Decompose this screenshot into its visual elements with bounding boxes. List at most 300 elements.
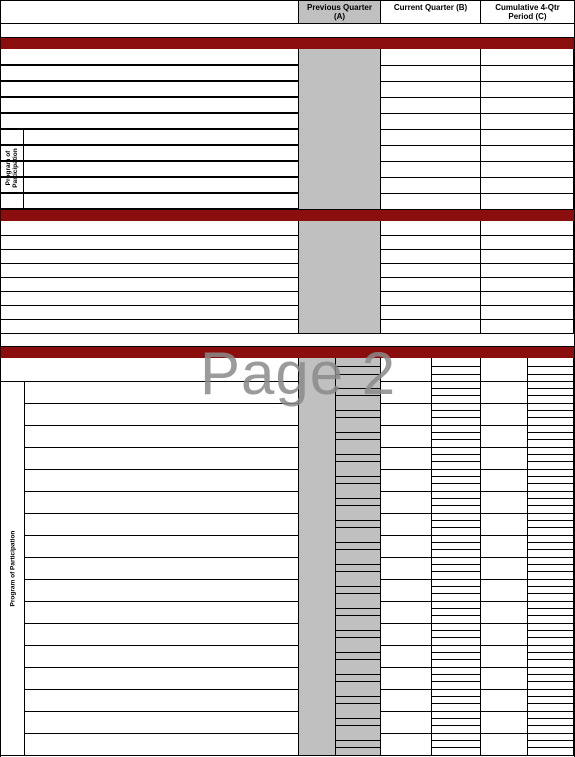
d1-row-col-c-den[interactable] [528,425,574,447]
c2-row-col-b[interactable] [381,305,481,319]
c2-row-col-c[interactable] [481,235,574,249]
d1-row-col-a-num[interactable] [298,623,336,645]
c1-row-label [1,113,298,129]
c2-row-col-a[interactable] [298,319,381,333]
d1-row-col-a-num[interactable] [298,645,336,667]
grid-line [432,432,481,433]
c2-row-label [1,319,298,333]
grid-line [432,615,481,616]
grid-line [432,696,481,697]
d1-row-col-b-den[interactable] [432,733,481,755]
d1-row-col-b-den[interactable] [432,667,481,689]
c2-row-col-c[interactable] [481,291,574,305]
d1-row-col-a-den[interactable] [336,513,381,535]
c1-row-col-b[interactable] [381,81,481,97]
d1-row-col-a-den[interactable] [336,535,381,557]
c1-row-col-c[interactable] [481,193,574,209]
grid-line [432,505,481,506]
c1-row-label [1,161,298,177]
grid-line [528,674,574,675]
grid-line [336,571,381,572]
d1-row-col-a-num[interactable] [298,557,336,579]
d1-row-col-c-den[interactable] [528,447,574,469]
d1-row-col-b-den[interactable] [432,469,481,491]
d1-row-col-a-den[interactable] [336,711,381,733]
c2-row-col-c[interactable] [481,249,574,263]
c1-row-col-b[interactable] [381,177,481,193]
d1-row-col-c-den[interactable] [528,623,574,645]
grid-line [336,586,381,587]
d1-row-label [25,447,298,469]
grid-line [432,740,481,741]
d1-row-col-c-num[interactable] [481,645,528,667]
grid-line [528,520,574,521]
grid-line [432,527,481,528]
d1-row-label [25,645,298,667]
d1-row-col-a-num[interactable] [298,513,336,535]
grid-line [528,564,574,565]
d1-row-col-b-num[interactable] [381,491,432,513]
grid-line [528,542,574,543]
grid-line [528,586,574,587]
grid-line [336,432,381,433]
c1-row-col-c[interactable] [481,161,574,177]
header-label: Current Quarter (B) [393,3,468,12]
d1-row-col-c-num[interactable] [481,623,528,645]
header-current-quarter [381,1,481,23]
grid-line [336,542,381,543]
c1-row-col-c[interactable] [481,177,574,193]
c1-row-label [1,193,298,209]
d1-row-col-a-num[interactable] [298,667,336,689]
c1-row-label [1,145,298,161]
grid-line [432,681,481,682]
header-label: Previous Quarter (A) [307,3,372,21]
c2-row-col-b[interactable] [381,235,481,249]
grid-line [336,703,381,704]
c1-row-col-a[interactable] [298,129,381,145]
header-cumulative [481,1,574,23]
c2-row-col-b[interactable] [381,263,481,277]
c1-row-col-b[interactable] [381,129,481,145]
c2-row-label [1,305,298,319]
c1-row-col-b[interactable] [381,161,481,177]
c2-row-label [1,221,298,235]
header-label: Cumulative 4-Qtr Period (C) [495,3,560,21]
d1-row-col-c-den[interactable] [528,513,574,535]
d1-row-col-c-den[interactable] [528,491,574,513]
d1-row-col-a-den[interactable] [336,601,381,623]
c2-row-col-a[interactable] [298,249,381,263]
c1-row-col-b[interactable] [381,97,481,113]
d1-row-col-a-den[interactable] [336,579,381,601]
grid-line [336,674,381,675]
d1-row-col-a-den[interactable] [336,557,381,579]
d1-row-label [25,711,298,733]
grid-line [432,571,481,572]
grid-line [432,549,481,550]
c1-row-col-a[interactable] [298,145,381,161]
grid-line [432,718,481,719]
grid-line [432,439,481,440]
grid-line [528,652,574,653]
c2-row-col-c[interactable] [481,221,574,235]
c2-row-col-a[interactable] [298,221,381,235]
grid-line [336,630,381,631]
c2-row-label [1,249,298,263]
c2-row-col-c[interactable] [481,263,574,277]
c1-row-col-b[interactable] [381,49,481,65]
d1-row-col-b-den[interactable] [432,579,481,601]
d1-row-col-c-num[interactable] [481,689,528,711]
c2-row-col-b[interactable] [381,277,481,291]
grid-line [432,659,481,660]
d1-row-label [25,579,298,601]
grid-line [336,520,381,521]
c1-row-col-c[interactable] [481,81,574,97]
c2-row-label [1,235,298,249]
c2-row-col-a[interactable] [298,235,381,249]
grid-line [432,564,481,565]
d1-row-col-a-den[interactable] [336,469,381,491]
grid-line [432,542,481,543]
c2-row-col-a[interactable] [298,291,381,305]
d1-row-col-a-den[interactable] [336,425,381,447]
c1-row-col-a[interactable] [298,81,381,97]
d1-row-col-a-den[interactable] [336,447,381,469]
d1-row-col-c-den[interactable] [528,557,574,579]
grid-line [528,549,574,550]
c1-row-col-a[interactable] [298,193,381,209]
c1-row-col-c[interactable] [481,97,574,113]
grid-line [528,725,574,726]
d1-row-col-a-num[interactable] [298,491,336,513]
d1-row-label [25,601,298,623]
d1-row-col-a-num[interactable] [298,601,336,623]
grid-line [432,608,481,609]
d1-row-col-c-den[interactable] [528,733,574,755]
grid-line [336,454,381,455]
d1-row-col-b-num[interactable] [381,689,432,711]
grid-line [432,652,481,653]
grid-line [528,498,574,499]
grid-line [528,527,574,528]
c1-row-col-c[interactable] [481,113,574,129]
c2-row-label [1,263,298,277]
grid-line [432,454,481,455]
d1-row-col-a-den[interactable] [336,623,381,645]
d1-row-col-b-den[interactable] [432,557,481,579]
d1-row-col-b-num[interactable] [381,535,432,557]
grid-line [336,505,381,506]
d1-row-col-c-den[interactable] [528,667,574,689]
grid-line [528,454,574,455]
d1-row-col-b-den[interactable] [432,535,481,557]
c1-section-bar [1,38,574,49]
d1-row-col-b-num[interactable] [381,601,432,623]
d1-row-col-b-num[interactable] [381,667,432,689]
d1-row-col-c-den[interactable] [528,579,574,601]
d1-row-label [25,535,298,557]
c2-row-col-b[interactable] [381,291,481,305]
d1-row-col-b-den[interactable] [432,645,481,667]
grid-line [432,476,481,477]
c1-row-label [1,65,298,81]
d1-row-col-b-den[interactable] [432,513,481,535]
grid-line [528,461,574,462]
c1-row-label [1,81,298,97]
d1-row-col-c-num[interactable] [481,425,528,447]
grid-line [432,725,481,726]
grid-line [336,681,381,682]
d1-row-col-b-den[interactable] [432,623,481,645]
d1-row-col-b-den[interactable] [432,689,481,711]
d1-row-col-b-num[interactable] [381,579,432,601]
d1-row-col-b-num[interactable] [381,469,432,491]
grid-line [528,630,574,631]
d1-row-col-a-num[interactable] [298,733,336,755]
c1-row-col-a[interactable] [298,177,381,193]
grid-line [432,366,481,367]
d1-row-label [25,425,298,447]
grid-line [432,637,481,638]
d1-row-label [25,513,298,535]
grid-line [528,703,574,704]
grid-line [528,659,574,660]
d1-row-col-a-num[interactable] [298,425,336,447]
grid-line [336,498,381,499]
grid-line [528,388,574,389]
grid-line [336,410,381,411]
grid-line [528,608,574,609]
d1-row-label [25,491,298,513]
d1-row-col-b-num[interactable] [381,557,432,579]
grid-line [432,374,481,375]
grid-line [528,740,574,741]
c2-row-col-a[interactable] [298,305,381,319]
d1-row-col-b-den[interactable] [432,711,481,733]
grid-line [336,696,381,697]
d1-row-col-a-den[interactable] [336,733,381,755]
grid-line [336,593,381,594]
c2-row-col-c[interactable] [481,319,574,333]
grid-line [432,630,481,631]
d1-row-col-c-den[interactable] [528,711,574,733]
c1-row-col-a[interactable] [298,65,381,81]
c1-row-label [1,97,298,113]
d1-row-col-c-num[interactable] [481,491,528,513]
grid-line [432,747,481,748]
d1-row-col-c-den[interactable] [528,645,574,667]
grid-line [528,593,574,594]
grid-line [336,637,381,638]
d1-measure-col-c-num[interactable] [481,358,528,381]
grid-line [528,439,574,440]
grid-line [336,527,381,528]
grid-line [336,476,381,477]
d1-row-col-b-den[interactable] [432,381,481,403]
d1-row-col-c-num[interactable] [481,733,528,755]
grid-line [528,615,574,616]
grid-line [528,366,574,367]
c2-row-col-c[interactable] [481,305,574,319]
d1-row-col-c-num[interactable] [481,469,528,491]
d1-row-col-a-num[interactable] [298,579,336,601]
d1-row-col-c-den[interactable] [528,689,574,711]
d1-row-col-c-num[interactable] [481,403,528,425]
d1-row-col-b-num[interactable] [381,711,432,733]
c1-row-col-b[interactable] [381,65,481,81]
c2-row-label [1,277,298,291]
c1-row-col-a[interactable] [298,97,381,113]
grid-line [336,652,381,653]
d1-row-col-a-den[interactable] [336,491,381,513]
d1-row-col-a-den[interactable] [336,689,381,711]
d1-row-label [25,667,298,689]
d1-row-col-a-den[interactable] [336,667,381,689]
grid-line [336,740,381,741]
d1-row-col-b-den[interactable] [432,425,481,447]
grid-line [336,608,381,609]
grid-line [528,571,574,572]
c1-row-col-b[interactable] [381,145,481,161]
grid-line [336,718,381,719]
grid-line [528,637,574,638]
c1-row-col-c[interactable] [481,129,574,145]
d1-row-label [25,623,298,645]
grid-line [336,461,381,462]
c2-section-bar [1,210,574,221]
c1-row-col-b[interactable] [381,113,481,129]
d1-row-col-c-den[interactable] [528,601,574,623]
c2-row-col-c[interactable] [481,277,574,291]
grid-line [432,520,481,521]
d1-row-col-b-num[interactable] [381,513,432,535]
header-performance-items [1,1,298,23]
grid-line [528,410,574,411]
d1-row-col-c-den[interactable] [528,381,574,403]
c1-row-col-c[interactable] [481,145,574,161]
c2-row-col-a[interactable] [298,277,381,291]
grid-line [432,703,481,704]
grid-line [432,483,481,484]
c1-row-label [1,129,298,145]
d1-row-col-b-num[interactable] [381,425,432,447]
d1-measure-col-c-den[interactable] [528,358,574,381]
d1-row-label [25,557,298,579]
d1-row-col-c-num[interactable] [481,601,528,623]
c1-row-col-a[interactable] [298,113,381,129]
d1-row-col-b-den[interactable] [432,601,481,623]
c2-row-label [1,291,298,305]
grid-line [336,564,381,565]
d1-program-side-label: Program of Participation [9,530,17,607]
d1-row-label [25,689,298,711]
c1-row-col-b[interactable] [381,193,481,209]
header-previous-quarter [298,1,381,23]
d1-row-col-a-num[interactable] [298,689,336,711]
grid-line [336,439,381,440]
d1-row-col-c-den[interactable] [528,469,574,491]
d1-row-col-a-num[interactable] [298,535,336,557]
d1-row-col-b-num[interactable] [381,733,432,755]
grid-line [528,696,574,697]
c1-row-col-a[interactable] [298,49,381,65]
c2-row-col-b[interactable] [381,249,481,263]
d1-row-col-c-num[interactable] [481,711,528,733]
d1-row-col-c-num[interactable] [481,557,528,579]
grid-line [336,725,381,726]
c1-row-label [1,177,298,193]
grid-line [528,747,574,748]
section-c-title [1,24,574,37]
d1-row-col-a-num[interactable] [298,447,336,469]
d1-row-label [25,469,298,491]
d1-row-col-b-num[interactable] [381,447,432,469]
d1-row-col-c-num[interactable] [481,667,528,689]
d1-row-label [25,733,298,755]
c1-row-col-a[interactable] [298,161,381,177]
grid-line [336,483,381,484]
c2-row-col-a[interactable] [298,263,381,277]
grid-line [432,388,481,389]
c1-row-label [1,49,298,65]
sheet-bottom-border [0,755,575,756]
d1-row-col-c-num[interactable] [481,381,528,403]
d1-row-col-b-den[interactable] [432,491,481,513]
d1-row-col-c-den[interactable] [528,535,574,557]
grid-line [528,417,574,418]
d1-row-col-b-num[interactable] [381,623,432,645]
grid-line [432,593,481,594]
d1-row-col-c-den[interactable] [528,403,574,425]
grid-line [528,681,574,682]
d1-row-col-c-num[interactable] [481,447,528,469]
grid-line [432,461,481,462]
d1-row-col-b-num[interactable] [381,645,432,667]
d1-row-col-c-num[interactable] [481,535,528,557]
c1-program-side-label: Program of Participation [5,148,19,188]
grid-line [336,549,381,550]
grid-line [336,747,381,748]
d1-row-col-b-den[interactable] [432,403,481,425]
grid-line [432,410,481,411]
c2-row-col-b[interactable] [381,221,481,235]
c2-row-col-b[interactable] [381,319,481,333]
grid-line [528,718,574,719]
grid-line [336,417,381,418]
grid-line [528,505,574,506]
c1-row-col-c[interactable] [481,49,574,65]
grid-line [432,395,481,396]
d1-row-col-b-den[interactable] [432,447,481,469]
grid-line [432,498,481,499]
grid-line [528,395,574,396]
grid-line [432,586,481,587]
grid-line [528,374,574,375]
d1-row-col-a-num[interactable] [298,469,336,491]
grid-line [336,659,381,660]
d1-row-col-a-den[interactable] [336,645,381,667]
d1-measure-col-b-den[interactable] [432,358,481,381]
grid-line [528,483,574,484]
d1-row-col-c-num[interactable] [481,513,528,535]
grid-line [528,432,574,433]
c1-row-col-c[interactable] [481,65,574,81]
d1-row-col-c-num[interactable] [481,579,528,601]
d1-row-col-a-num[interactable] [298,711,336,733]
grid-line [432,417,481,418]
